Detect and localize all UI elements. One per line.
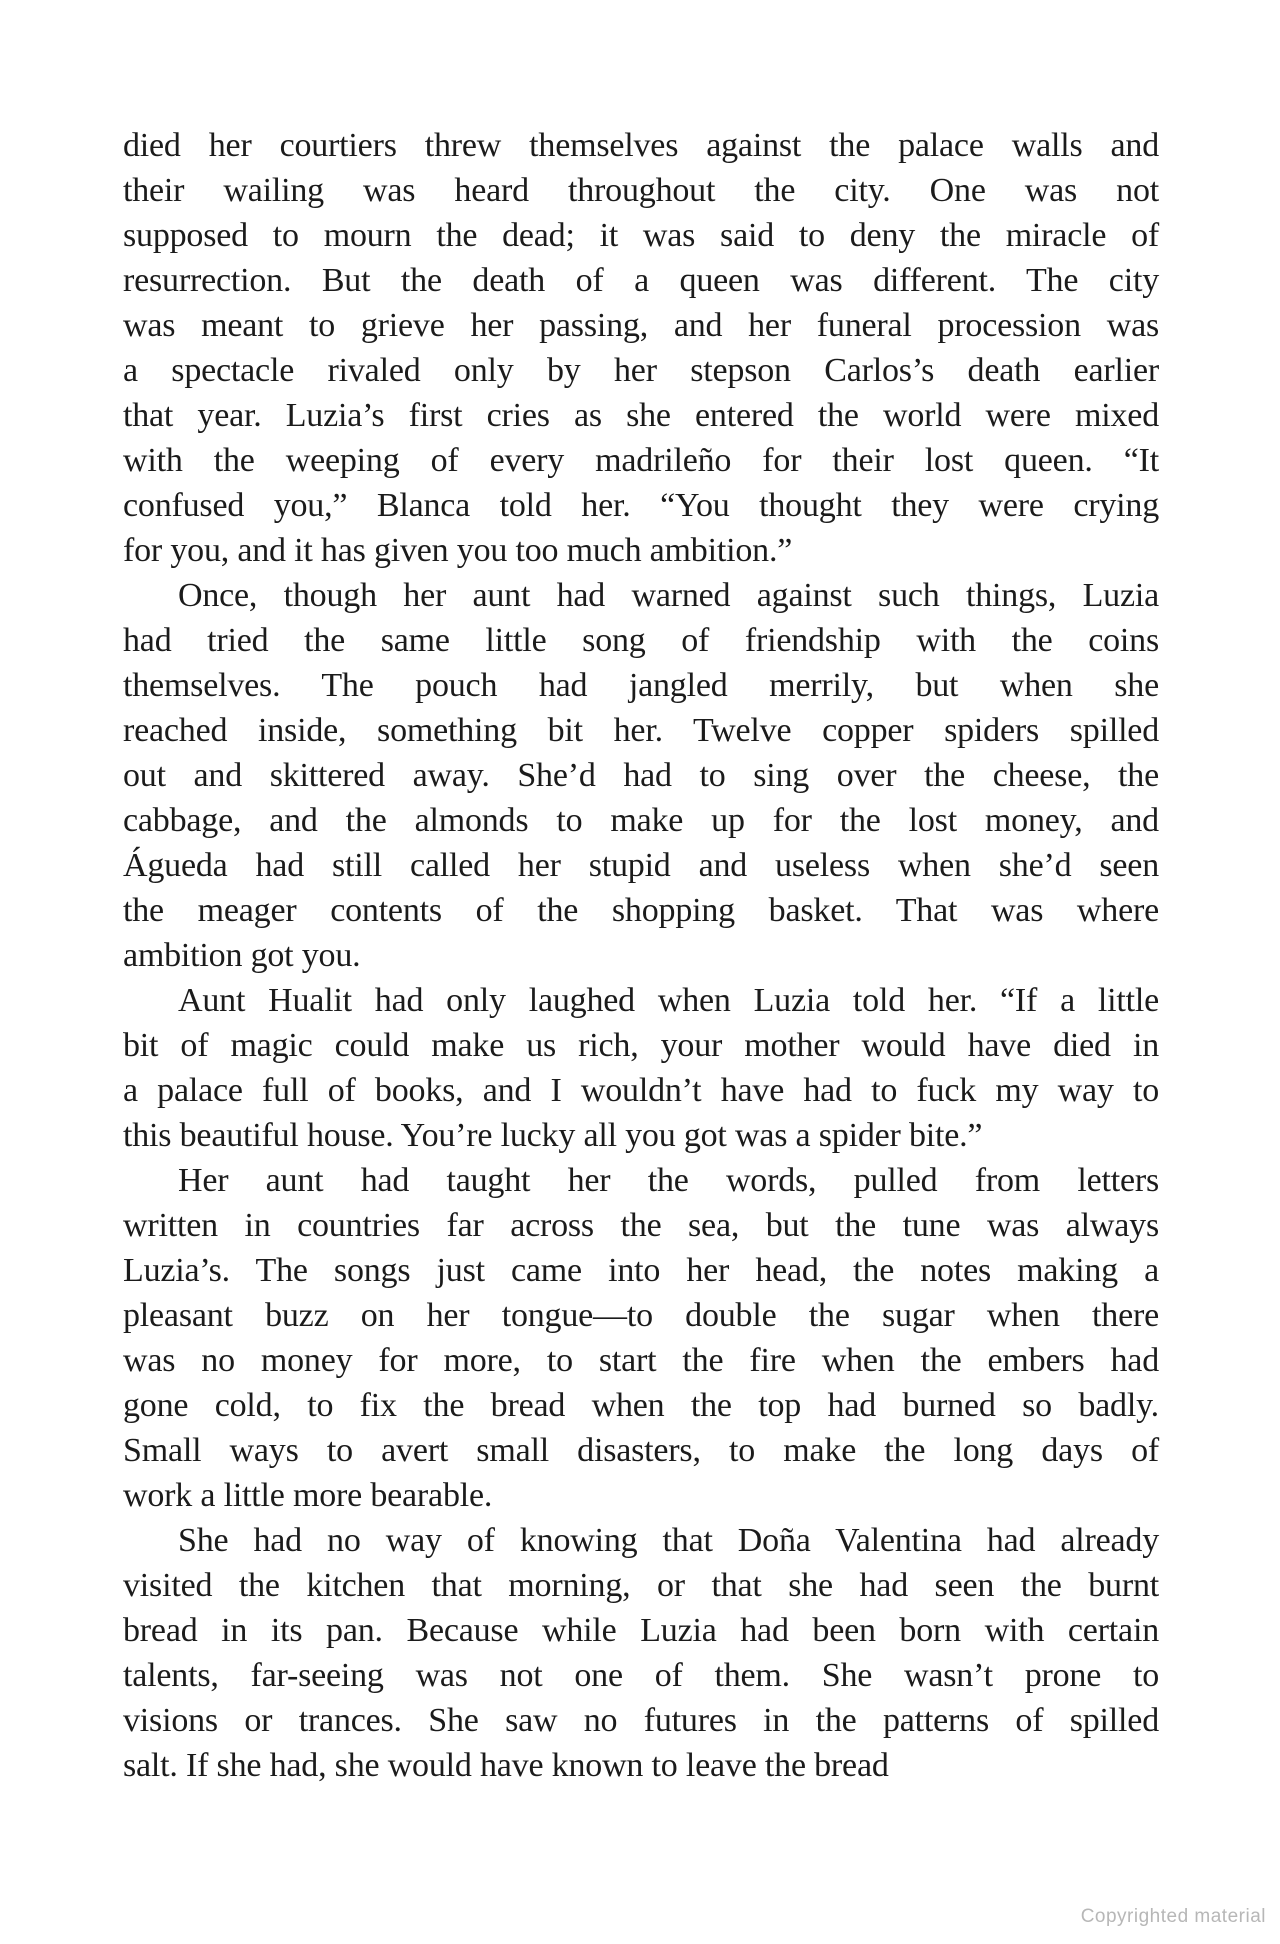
- text-line: was meant to grieve her passing, and her funeral procession was: [123, 307, 1159, 344]
- text-line: themselves. The pouch had jangled merrily, but when she: [123, 667, 1159, 704]
- text-line: She had no way of knowing that Doña Valentina had already: [178, 1522, 1159, 1559]
- paragraph: [123, 1158, 1159, 1518]
- text-line: a spectacle rivaled only by her stepson Carlos’s death earlier: [123, 352, 1159, 389]
- text-line: Once, though her aunt had warned against such things, Luzia: [178, 577, 1159, 614]
- text-line: their wailing was heard throughout the city. One was not: [123, 172, 1159, 209]
- text-line: out and skittered away. She’d had to sing over the cheese, the: [123, 757, 1159, 794]
- text-line: Her aunt had taught her the words, pulled from letters: [178, 1162, 1159, 1199]
- text-line: Aunt Hualit had only laughed when Luzia told her. “If a little: [178, 982, 1159, 1019]
- text-line: written in countries far across the sea, but the tune was always: [123, 1207, 1159, 1244]
- text-line: that year. Luzia’s first cries as she entered the world were mixed: [123, 397, 1159, 434]
- text-line: had tried the same little song of friendship with the coins: [123, 622, 1159, 659]
- paragraph: [123, 573, 1159, 978]
- text-line: cabbage, and the almonds to make up for the lost money, and: [123, 802, 1159, 839]
- text-line: reached inside, something bit her. Twelve copper spiders spilled: [123, 712, 1159, 749]
- text-line: supposed to mourn the dead; it was said to deny the miracle of: [123, 217, 1159, 254]
- text-line: resurrection. But the death of a queen was different. The city: [123, 262, 1159, 299]
- text-line: Small ways to avert small disasters, to make the long days of: [123, 1432, 1159, 1469]
- paragraph: [123, 978, 1159, 1158]
- text-line: visited the kitchen that morning, or that she had seen the burnt: [123, 1567, 1159, 1604]
- text-line: a palace full of books, and I wouldn’t have had to fuck my way to: [123, 1072, 1159, 1109]
- text-line: ambition got you.: [123, 937, 361, 974]
- text-line: work a little more bearable.: [123, 1477, 493, 1514]
- text-line: bit of magic could make us rich, your mother would have died in: [123, 1027, 1159, 1064]
- text-line: died her courtiers threw themselves against the palace walls and: [123, 127, 1159, 164]
- text-line: bread in its pan. Because while Luzia had been born with certain: [123, 1612, 1159, 1649]
- text-line: for you, and it has given you too much ambition.”: [123, 532, 793, 569]
- text-line: talents, far-seeing was not one of them. She wasn’t prone to: [123, 1657, 1159, 1694]
- text-line: with the weeping of every madrileño for their lost queen. “It: [123, 442, 1159, 479]
- text-line: gone cold, to fix the bread when the top had burned so badly.: [123, 1387, 1159, 1424]
- text-line: confused you,” Blanca told her. “You thought they were crying: [123, 487, 1159, 524]
- paragraph: [123, 1518, 1159, 1788]
- text-line: visions or trances. She saw no futures in the patterns of spilled: [123, 1702, 1159, 1739]
- page-text: [123, 123, 1159, 1788]
- text-line: Luzia’s. The songs just came into her head, the notes making a: [123, 1252, 1159, 1289]
- text-line: the meager contents of the shopping basket. That was where: [123, 892, 1159, 929]
- copyright-watermark: Copyrighted material: [1080, 1906, 1266, 1927]
- paragraph: [123, 123, 1159, 573]
- text-line: was no money for more, to start the fire when the embers had: [123, 1342, 1159, 1379]
- text-line: this beautiful house. You’re lucky all you got was a spider bite.”: [123, 1117, 983, 1154]
- text-line: pleasant buzz on her tongue—to double the sugar when there: [123, 1297, 1159, 1334]
- text-line: salt. If she had, she would have known to leave the bread: [123, 1747, 889, 1784]
- text-line: Águeda had still called her stupid and useless when she’d seen: [123, 847, 1159, 884]
